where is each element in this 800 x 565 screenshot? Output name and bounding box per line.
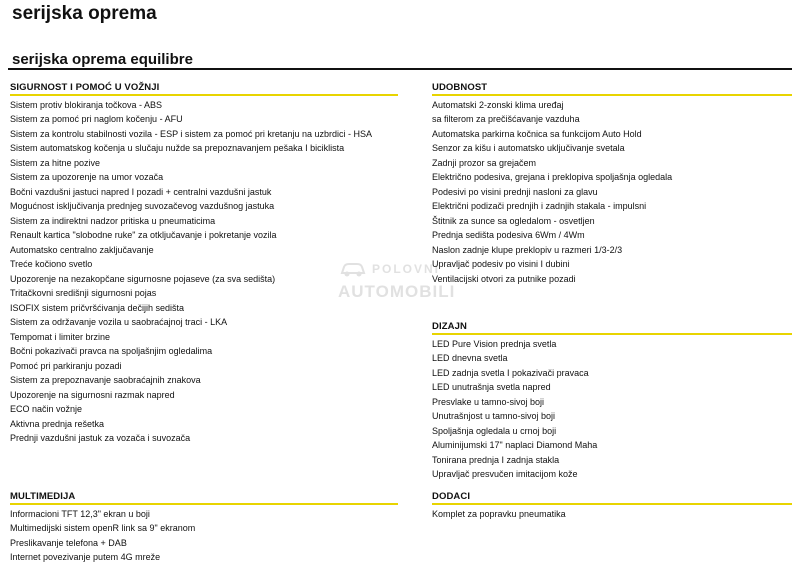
list-item: Sistem za prepoznavanje saobraćajnih znakova (10, 375, 201, 385)
section-multimedija (10, 490, 398, 565)
list-item: Naslon zadnje klupe preklopiv u razmeri 1/3-2/3 (432, 244, 623, 255)
list-item: Internet povezivanje putem 4G mreže (10, 552, 161, 562)
section-dodaci (432, 490, 792, 521)
list-item: Prednji vazdušni jastuk za vozača i suvozača (10, 433, 191, 443)
list-item: Sistem protiv blokiranja točkova - ABS (10, 99, 163, 110)
section-heading: SIGURNOST I POMOĆ U VOŽNJI (10, 82, 160, 93)
list-item: Bočni vazdušni jastuci napred I pozadi + centralni vazdušni jastuk (10, 186, 272, 197)
list-item: ISOFIX sistem pričvršćivanja dečijih sedišta (10, 302, 185, 313)
list-item: Senzor za kišu i automatsko uključivanje svetala (432, 143, 625, 153)
section-underline (432, 503, 792, 505)
list-item: Automatski 2-zonski klima uređaj (432, 99, 564, 110)
list-item: Multimedijski sistem openR link sa 9" ekranom (10, 523, 196, 533)
list-item: Upravljač podesiv po visini I dubini (432, 259, 570, 269)
section-heading: DODACI (432, 491, 471, 502)
list-item: Treće kočiono svetlo (10, 259, 93, 269)
page-title: serijska oprema (12, 3, 157, 24)
title-divider (8, 68, 792, 70)
section-underline (10, 503, 398, 505)
list-item: Komplet za popravku pneumatika (432, 508, 566, 519)
list-item: Preslikavanje telefona + DAB (10, 537, 127, 548)
watermark-bottom-text: AUTOMOBILI (338, 282, 456, 301)
list-item: Upozorenje na sigurnosni razmak napred (10, 389, 175, 400)
list-item: Informacioni TFT 12,3" ekran u boji (10, 508, 150, 519)
list-item: LED Pure Vision prednja svetla (432, 338, 557, 349)
list-item: Sistem za kontrolu stabilnosti vozila - ESP i sistem za pomoć pri kretanju na uzbrdici - HSA (10, 128, 372, 139)
list-item: Aktivna prednja rešetka (10, 418, 105, 429)
list-item: Ventilacijski otvori za putnike pozadi (432, 273, 576, 284)
item-list (10, 507, 398, 565)
item-list (10, 98, 398, 446)
watermark-top-text: POLOVNI (372, 262, 441, 276)
list-item: sa filterom za prečišćavanje vazduha (432, 114, 580, 124)
section-udobnost (432, 81, 792, 286)
list-item: Štitnik za sunce sa ogledalom - osvetljen (432, 215, 595, 226)
list-item: Sistem za pomoć pri naglom kočenju - AFU (10, 114, 183, 124)
section-sigurnost (10, 81, 398, 446)
list-item: Presvlake u tamno-sivoj boji (432, 396, 545, 407)
list-item: Električno podesiva, grejana i preklopiva spoljašnja ogledala (432, 172, 673, 182)
list-item: Upozorenje na nezakopčane sigurnosne pojaseve (za sva sedišta) (10, 273, 276, 284)
list-item: Tonirana prednja I zadnja stakla (432, 454, 560, 465)
list-item: Sistem za indirektni nadzor pritiska u pneumaticima (10, 215, 216, 226)
list-item: LED dnevna svetla (432, 353, 508, 363)
list-item: Sistem za održavanje vozila u saobraćajnoj traci - LKA (10, 317, 228, 327)
list-item: Električni podizači prednjih i zadnjih stakala - impulsni (432, 201, 647, 211)
section-heading: UDOBNOST (432, 82, 488, 93)
item-list (432, 337, 792, 482)
list-item: Podesivi po visini prednji nasloni za glavu (432, 186, 598, 197)
list-item: Sistem za upozorenje na umor vozača (10, 172, 164, 182)
list-item: Pomoć pri parkiranju pozadi (10, 360, 122, 371)
list-item: Aluminijumski 17" naplaci Diamond Maha (432, 440, 598, 450)
item-list (432, 507, 792, 522)
item-list (432, 98, 792, 287)
list-item: Tempomat i limiter brzine (10, 331, 111, 342)
section-heading: DIZAJN (432, 321, 467, 332)
list-item: Bočni pokazivači pravca na spoljašnjim ogledalima (10, 346, 213, 356)
list-item: Unutrašnjost u tamno-sivoj boji (432, 411, 556, 421)
list-item: LED zadnja svetla I pokazivači pravaca (432, 367, 589, 378)
list-item: Automatsko centralno zaključavanje (10, 244, 154, 255)
section-title: serijska oprema equilibre (12, 51, 193, 68)
list-item: Mogućnost isključivanja prednjeg suvozačevog vazdušnog jastuka (10, 201, 275, 211)
list-item: LED unutrašnja svetla napred (432, 382, 551, 392)
section-underline (432, 94, 792, 96)
list-item: Sistem automatskog kočenja u slučaju nužde sa prepoznavanjem pešaka I biciklista (10, 143, 345, 153)
list-item: Sistem za hitne pozive (10, 157, 101, 168)
section-dizajn (432, 320, 792, 482)
list-item: Automatska parkirna kočnica sa funkcijom Auto Hold (432, 128, 642, 139)
section-underline (10, 94, 398, 96)
section-heading: MULTIMEDIJA (10, 491, 76, 502)
list-item: Renault kartica "slobodne ruke" za otključavanje i pokretanje vozila (10, 230, 277, 240)
list-item: ECO način vožnje (10, 404, 83, 414)
list-item: Prednja sedišta podesiva 6Wm / 4Wm (432, 230, 585, 240)
list-item: Upravljač presvučen imitacijom kože (432, 469, 578, 479)
list-item: Spoljašnja ogledala u crnoj boji (432, 425, 557, 436)
list-item: Tritačkovni središnji sigurnosni pojas (10, 288, 157, 298)
section-underline (432, 333, 792, 335)
list-item: Zadnji prozor sa grejačem (432, 157, 537, 168)
